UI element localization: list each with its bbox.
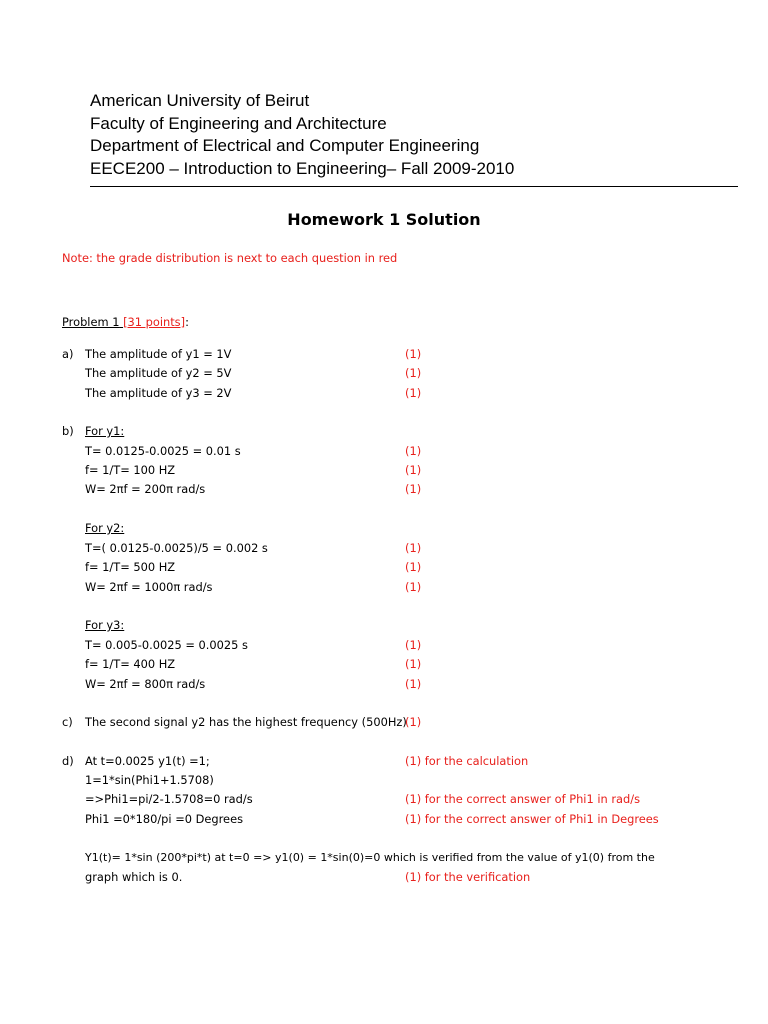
y3-grade: (1) [405,657,422,671]
grade-note: Note: the grade distribution is next to each question in red [62,251,398,265]
part-d-marker: d) [62,754,74,768]
university-name: American University of Beirut [90,91,310,110]
part-d-line: =>Phi1=pi/2-1.5708=0 rad/s [85,792,253,806]
y1-line: W= 2πf = 200π rad/s [85,482,206,496]
y3-grade: (1) [405,677,422,691]
verification-grade: (1) for the verification [405,870,531,884]
y1-grade: (1) [405,444,422,458]
problem-points: [31 points] [123,315,186,329]
y1-heading: For y1: [85,424,125,438]
y3-line: f= 1/T= 400 HZ [85,657,176,671]
part-a-line: The amplitude of y3 = 2V [85,386,232,400]
part-c-marker: c) [62,715,73,729]
part-c-text: The second signal y2 has the highest frequency (500Hz) [85,715,407,729]
part-a-line: The amplitude of y2 = 5V [85,366,232,380]
verification-line: Y1(t)= 1*sin (200*pi*t) at t=0 => y1(0) = 1*sin(0)=0 which is verified from the value of y1(0) from the [85,851,655,864]
y2-heading: For y2: [85,521,125,535]
y3-line: W= 2πf = 800π rad/s [85,677,206,691]
part-c-grade: (1) [405,715,422,729]
y1-line: T= 0.0125-0.0025 = 0.01 s [85,444,241,458]
problem-colon: : [185,315,189,329]
part-d-line: 1=1*sin(Phi1+1.5708) [85,773,214,787]
y3-line: T= 0.005-0.0025 = 0.0025 s [85,638,248,652]
faculty-name: Faculty of Engineering and Architecture [90,113,387,133]
y2-line: T=( 0.0125-0.0025)/5 = 0.002 s [85,541,268,555]
part-b-marker: b) [62,424,74,438]
y2-grade: (1) [405,560,422,574]
verification-line: graph which is 0. [85,870,183,884]
problem-label: Problem 1 [62,315,120,329]
part-d-line: Phi1 =0*180/pi =0 Degrees [85,812,244,826]
header-divider [90,186,738,187]
part-a-grade: (1) [405,386,422,400]
part-d-grade: (1) for the correct answer of Phi1 in Degrees [405,812,659,826]
part-a-grade: (1) [405,366,422,380]
y2-grade: (1) [405,580,422,594]
part-d-line: At t=0.0025 y1(t) =1; [85,754,210,768]
part-d-grade: (1) for the calculation [405,754,529,768]
part-a-marker: a) [62,347,74,361]
course-name: EECE200 – Introduction to Engineering– Fall 2009-2010 [90,158,515,178]
document-header [90,90,514,180]
y3-heading: For y3: [85,618,125,632]
problem-heading [62,315,189,329]
part-d-grade: (1) for the correct answer of Phi1 in rad/s [405,792,641,806]
y1-grade: (1) [405,482,422,496]
part-a-grade: (1) [405,347,422,361]
y1-line: f= 1/T= 100 HZ [85,463,176,477]
part-a-line: The amplitude of y1 = 1V [85,347,232,361]
y3-grade: (1) [405,638,422,652]
department-name: Department of Electrical and Computer Engineering [90,136,480,155]
page-title: Homework 1 Solution [287,210,481,229]
y2-line: f= 1/T= 500 HZ [85,560,176,574]
y1-grade: (1) [405,463,422,477]
y2-line: W= 2πf = 1000π rad/s [85,580,213,594]
y2-grade: (1) [405,541,422,555]
